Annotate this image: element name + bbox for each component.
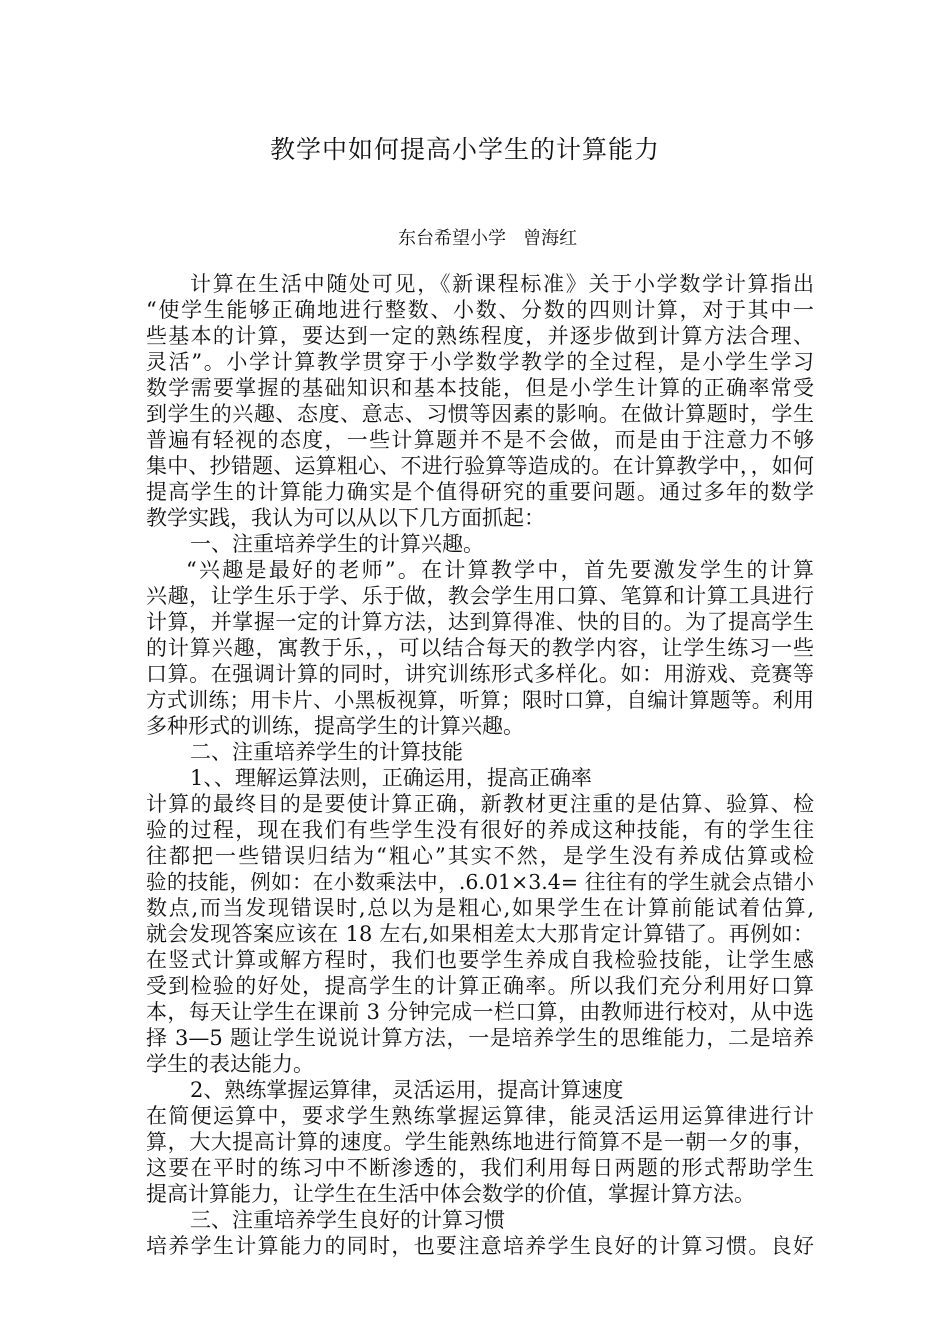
paragraph-line: 就会发现答案应该在 18 左右,如果相差太大那肯定计算错了。再例如： xyxy=(146,922,814,946)
document-body xyxy=(146,271,814,1259)
section-heading: 一、注重培养学生的计算兴趣。 xyxy=(190,532,484,556)
paragraph-line: 到学生的兴趣、态度、意志、习惯等因素的影响。在做计算题时，学生 xyxy=(146,402,814,426)
paragraph-line: 的计算兴趣，寓教于乐，，可以结合每天的教学内容，让学生练习一些 xyxy=(146,636,814,660)
section-heading: 二、注重培养学生的计算技能 xyxy=(190,740,463,764)
paragraph-line: 往都把一些错误归结为“粗心”其实不然，是学生没有养成估算或检 xyxy=(146,844,814,868)
paragraph-line: 多种形式的训练，提高学生的计算兴趣。 xyxy=(146,714,524,738)
paragraph-line: 数点,而当发现错误时,总以为是粗心,如果学生在计算前能试着估算, xyxy=(146,896,814,920)
document-title: 教学中如何提高小学生的计算能力 xyxy=(269,135,660,164)
paragraph-line: 验的技能，例如：在小数乘法中，.6.01×3.4= 往往有的学生就会点错小 xyxy=(146,870,814,894)
paragraph-line: 在简便运算中，要求学生熟练掌握运算律，能灵活运用运算律进行计 xyxy=(146,1104,814,1128)
paragraph-line: 灵活”。小学计算教学贯穿于小学数学教学的全过程，是小学生学习 xyxy=(146,350,814,374)
paragraph-line: 本，每天让学生在课前 3 分钟完成一栏口算，由教师进行校对，从中选 xyxy=(146,1000,814,1024)
paragraph-line: 这要在平时的练习中不断渗透的，我们利用每日两题的形式帮助学生 xyxy=(146,1156,814,1180)
paragraph-line: 集中、抄错题、运算粗心、不进行验算等造成的。在计算教学中，，如何 xyxy=(146,454,814,478)
paragraph-line: 计算在生活中随处可见，《新课程标准》关于小学数学计算指出 xyxy=(190,272,814,296)
paragraph-line: “使学生能够正确地进行整数、小数、分数的四则计算，对于其中一 xyxy=(146,298,814,322)
paragraph-line: 提高学生的计算能力确实是个值得研究的重要问题。通过多年的数学 xyxy=(146,480,814,504)
paragraph-line: 计算的最终目的是要使计算正确，新教材更注重的是估算、验算、检 xyxy=(146,792,814,816)
subsection-heading: 1、、理解运算法则，正确运用，提高正确率 xyxy=(190,766,592,790)
paragraph-line: 口算。在强调计算的同时，讲究训练形式多样化。如：用游戏、竞赛等 xyxy=(146,662,814,686)
paragraph-line: “兴趣是最好的老师”。在计算教学中，首先要激发学生的计算 xyxy=(186,558,814,582)
paragraph-line: 受到检验的好处，提高学生的计算正确率。所以我们充分利用好口算 xyxy=(146,974,814,998)
paragraph-line: 提高计算能力，让学生在生活中体会数学的价值，掌握计算方法。 xyxy=(146,1182,755,1206)
paragraph-line: 方式训练；用卡片、小黑板视算，听算；限时口算，自编计算题等。利用 xyxy=(146,688,814,712)
paragraph-line: 培养学生计算能力的同时，也要注意培养学生良好的计算习惯。良好 xyxy=(146,1234,814,1258)
document-author: 东台希望小学 曾海红 xyxy=(398,228,578,249)
paragraph-line: 在竖式计算或解方程时，我们也要学生养成自我检验技能，让学生感 xyxy=(146,948,814,972)
paragraph-line: 兴趣，让学生乐于学、乐于做，教会学生用口算、笔算和计算工具进行 xyxy=(146,584,814,608)
paragraph-line: 普遍有轻视的态度，一些计算题并不是不会做，而是由于注意力不够 xyxy=(146,428,814,452)
section-heading: 三、注重培养学生良好的计算习惯 xyxy=(190,1208,505,1232)
paragraph-line: 学生的表达能力。 xyxy=(146,1052,314,1076)
paragraph-line: 计算，并掌握一定的计算方法，达到算得准、快的目的。为了提高学生 xyxy=(146,610,814,634)
paragraph-line: 数学需要掌握的基础知识和基本技能，但是小学生计算的正确率常受 xyxy=(146,376,814,400)
paragraph-line: 教学实践，我认为可以从以下几方面抓起： xyxy=(146,506,545,530)
paragraph-line: 择 3—5 题让学生说说计算方法，一是培养学生的思维能力，二是培养 xyxy=(146,1026,814,1050)
subsection-heading: 2、熟练掌握运算律，灵活运用，提高计算速度 xyxy=(190,1078,624,1102)
paragraph-line: 算，大大提高计算的速度。学生能熟练地进行简算不是一朝一夕的事， xyxy=(146,1130,814,1154)
paragraph-line: 些基本的计算，要达到一定的熟练程度，并逐步做到计算方法合理、 xyxy=(146,324,814,348)
paragraph-line: 验的过程，现在我们有些学生没有很好的养成这种技能，有的学生往 xyxy=(146,818,814,842)
